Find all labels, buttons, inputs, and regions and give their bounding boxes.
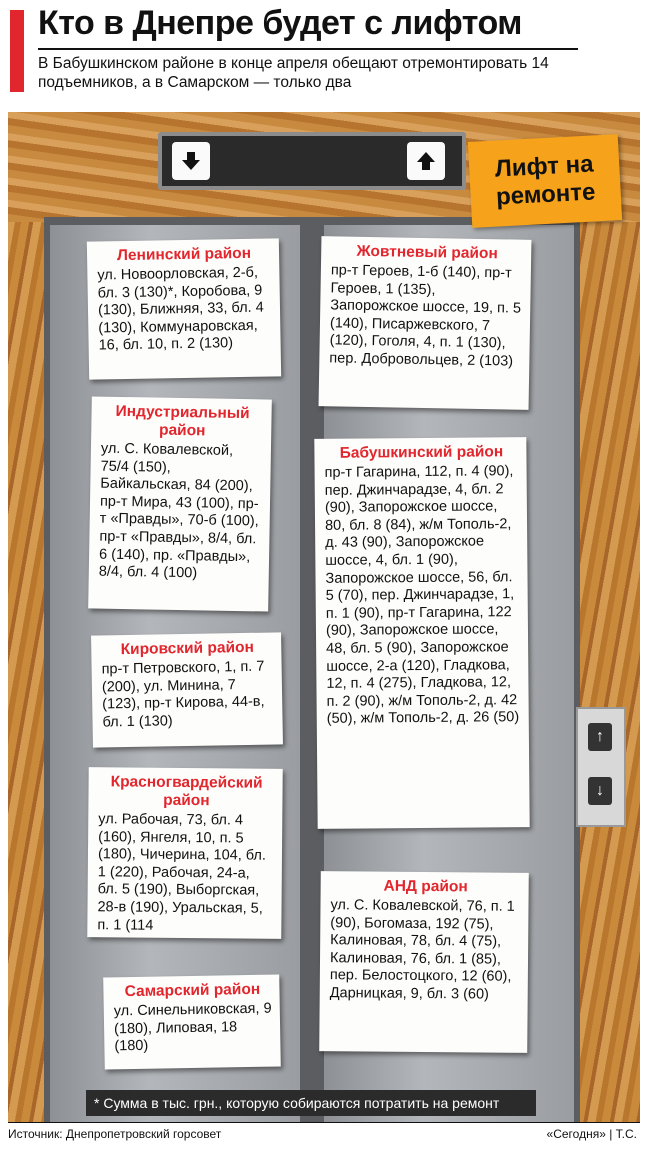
district-addresses: ул. Новоорловская, 2-б, бл. 3 (130)*, Коробова, 9 (130), Ближняя, 33, бл. 4 (130), Коммунаровская, 16, бл. 10, п. 2 (130) [97, 264, 264, 354]
call-up-icon: ↑ [588, 723, 612, 751]
repair-sign-text: Лифт на ремонте [494, 150, 597, 211]
page-title: Кто в Днепре будет с лифтом [38, 4, 522, 42]
accent-bar [10, 10, 24, 92]
floor-indicator [158, 132, 466, 190]
district-addresses: пр-т Петровского, 1, п. 7 (200), ул. Минина, 7 (123), пр-т Кирова, 44-в, бл. 1 (130) [101, 658, 265, 731]
repair-sign [468, 134, 622, 228]
district-addresses: пр-т Героев, 1-б (140), пр-т Героев, 1 (135), Запорожское шоссе, 19, п. 5 (140), Писаржевского, 7 (120), Гоголя, 4, п. 1 (130), пер. Добровольцев, 2 (103) [329, 262, 522, 370]
call-down-icon: ↓ [588, 777, 612, 805]
source-credit: Источник: Днепропетровский горсовет [8, 1127, 222, 1141]
title-divider [38, 48, 578, 50]
district-card-leninsky [87, 238, 281, 379]
arrow-down-icon [172, 142, 210, 180]
district-addresses: ул. С. Ковалевской, 76, п. 1 (90), Богомаза, 192 (75), Калиновая, 78, бл. 4 (75), Калиновая, 76, бл. 1 (85), пер. Белостоцкого, 12 (60), Дарницкая, 9, бл. 3 (60) [329, 897, 515, 1003]
district-name: Индустриальный район [115, 402, 250, 440]
footnote: * Сумма в тыс. грн., которую собираются потратить на ремонт [86, 1090, 536, 1116]
district-name: Бабушкинский район [339, 443, 504, 462]
district-name: Ленинский район [116, 244, 252, 265]
district-addresses: пр-т Гагарина, 112, п. 4 (90), пер. Джинчарадзе, 4, бл. 2 (90), Запорожское шоссе, 80, бл. 8 (84), ж/м Тополь-2, д. 43 (90), Запорожское шоссе, 4, бл. 1 (90), Запорожское шоссе, 56, бл. 5 (70), пер. Джинчарадзе, 1, п. 1 (90), пр-т Гагарина, 122 (90), Запорожское шоссе, 48, бл. 5 (90), Запорожское шоссе, 2-а (120), Гладкова, 12, п. 4 (275), Гладкова, 12, п. 2 (90), ж/м Тополь-2, д. 42 (50), ж/м Тополь-2, д. 26 (50) [324, 463, 520, 728]
district-card-kirovsky [91, 632, 283, 747]
district-name: Жовтневый район [356, 242, 498, 263]
call-button-panel [576, 707, 626, 827]
header [0, 0, 645, 110]
district-card-krasnogvardeysky [87, 767, 282, 939]
district-addresses: ул. Рабочая, 73, бл. 4 (160), Янгеля, 10, п. 5 (180), Чичерина, 104, бл. 1 (220), Рабочая, 24-а, бл. 5 (190), Выборгская, 28-в (190), Уральская, 5, п. 1 (114 [97, 811, 267, 934]
district-name: Самарский район [124, 980, 261, 1001]
district-card-samarsky [103, 974, 281, 1069]
district-name: АНД район [383, 877, 468, 896]
district-addresses: ул. Синельниковская, 9 (180), Липовая, 18 (180) [113, 1000, 272, 1055]
district-card-industrialny [88, 396, 272, 611]
page-subtitle: В Бабушкинском районе в конце апреля обещают отремонтировать 14 подъемников, а в Самарском — только два [38, 55, 549, 91]
district-name: Кировский район [120, 638, 255, 659]
footer-divider [8, 1122, 640, 1123]
district-card-and [319, 871, 529, 1053]
district-card-babushkinsky [314, 437, 529, 829]
district-addresses: ул. С. Ковалевской, 75/4 (150), Байкальская, 84 (200), пр-т Мира, 43 (100), пр-т «Правды», 70-б (100), пр-т «Правды», 8/4, бл. 6 (140), пр. «Правды», 8/4, бл. 4 (100) [98, 440, 259, 582]
district-name: Красногвардейский район [110, 773, 263, 810]
author-credit: «Сегодня» | Т.С. [546, 1127, 637, 1141]
district-card-zhovtnevy [319, 236, 532, 410]
arrow-up-icon [407, 142, 445, 180]
